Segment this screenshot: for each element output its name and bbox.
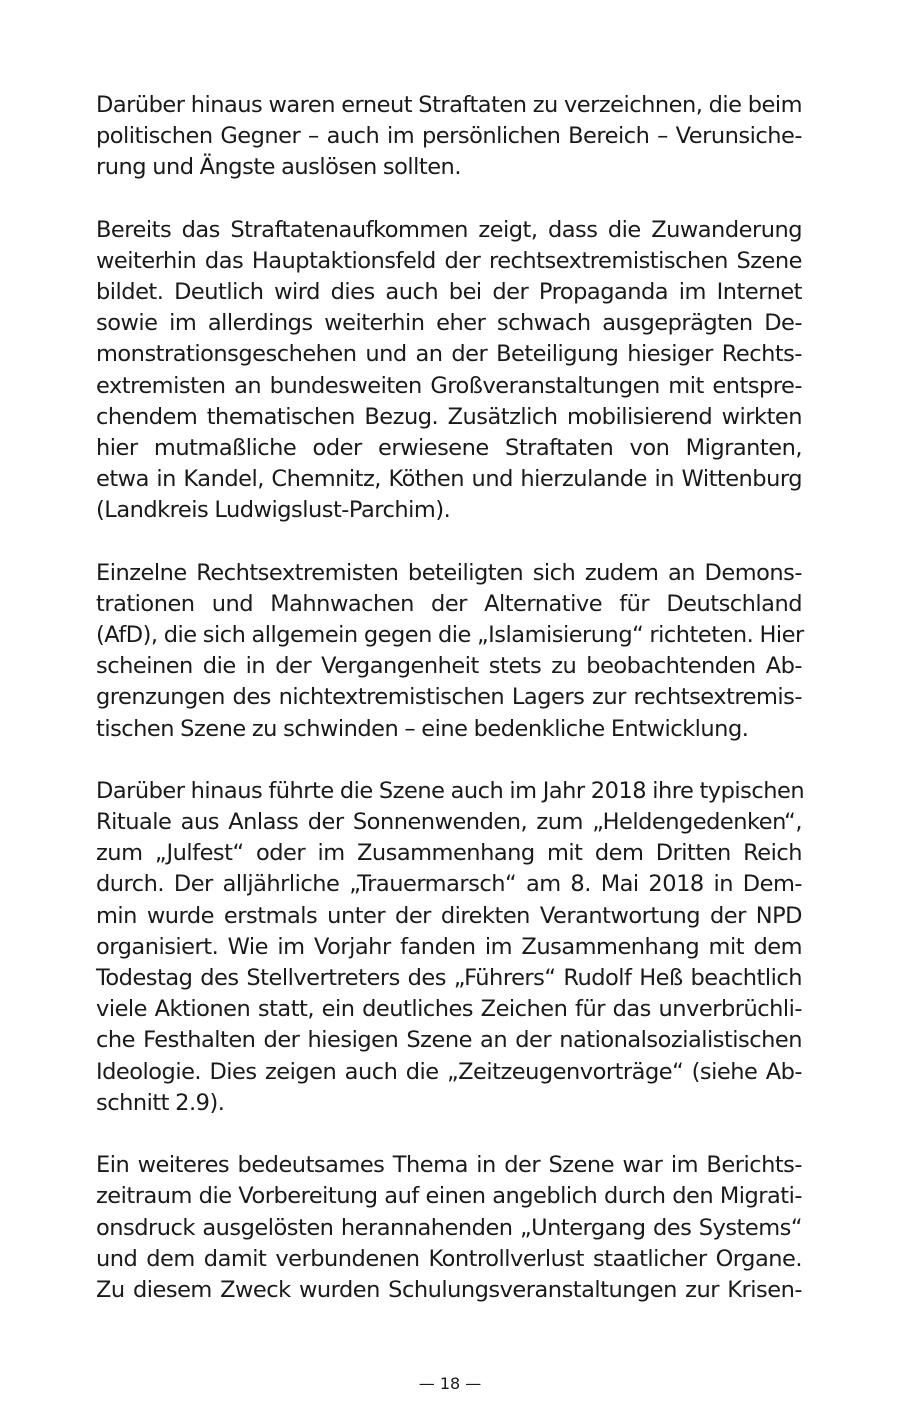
text-line: etwa in Kandel, Chemnitz, Köthen und hierzulande in Wittenburg <box>96 466 802 493</box>
text-line: zum „Julfest“ oder im Zusammenhang mit dem Dritten Reich <box>96 840 802 867</box>
paragraph-5 <box>96 1150 802 1306</box>
text-line: Zu diesem Zweck wurden Schulungsveranstaltungen zur Krisen- <box>96 1276 802 1303</box>
text-line: grenzungen des nichtextremistischen Lagers zur rechtsextremis- <box>96 684 802 711</box>
text-line: zeitraum die Vorbereitung auf einen angeblich durch den Migrati- <box>96 1183 802 1210</box>
text-line: sowie im allerdings weiterhin eher schwach ausgeprägten De- <box>96 310 802 337</box>
paragraph-4 <box>96 776 805 1119</box>
text-line: organisiert. Wie im Vorjahr fanden im Zusammenhang mit dem <box>96 933 802 960</box>
text-line: Rituale aus Anlass der Sonnenwenden, zum „Heldengedenken“, <box>96 809 802 836</box>
text-line: Darüber hinaus führte die Szene auch im Jahr 2018 ihre typischen <box>96 777 805 804</box>
text-line: schnitt 2.9). <box>96 1089 225 1116</box>
paragraph-2 <box>96 215 802 527</box>
text-line: min wurde erstmals unter der direkten Verantwortung der NPD <box>96 902 802 929</box>
text-line: Darüber hinaus waren erneut Straftaten zu verzeichnen, die beim <box>96 92 802 118</box>
paragraph-1 <box>96 90 802 184</box>
page-number: — 18 — <box>418 1374 482 1393</box>
text-line: extremisten an bundesweiten Großveranstaltungen mit entspre- <box>96 372 802 399</box>
text-line: bildet. Deutlich wird dies auch bei der Propaganda im Internet <box>96 279 802 306</box>
text-line: (AfD), die sich allgemein gegen die „Islamisierung“ richteten. Hier <box>96 622 804 649</box>
text-line: Einzelne Rechtsextremisten beteiligten sich zudem an Demons- <box>96 559 802 586</box>
paragraph-3 <box>96 558 802 745</box>
text-line: viele Aktionen statt, ein deutliches Zeichen für das unverbrüchli- <box>96 996 802 1023</box>
text-line: politischen Gegner – auch im persönlichen Bereich – Verunsiche- <box>96 123 802 150</box>
text-line: (Landkreis Ludwigslust-Parchim). <box>96 497 451 524</box>
text-line: monstrationsgeschehen und an der Beteiligung hiesiger Rechts- <box>96 341 802 368</box>
text-line: Ein weiteres bedeutsames Thema in der Szene war im Berichts- <box>96 1152 802 1179</box>
text-line: Bereits das Straftatenaufkommen zeigt, dass die Zuwanderung <box>96 216 802 243</box>
text-line: trationen und Mahnwachen der Alternative für Deutschland <box>96 590 802 617</box>
document-body <box>96 90 805 1337</box>
text-line: durch. Der alljährliche „Trauermarsch“ am 8. Mai 2018 in Dem- <box>96 871 802 898</box>
text-line: chendem thematischen Bezug. Zusätzlich mobilisierend wirkten <box>96 403 802 430</box>
text-line: hier mutmaßliche oder erwiesene Straftaten von Migranten, <box>96 435 802 462</box>
text-line: rung und Ängste auslösen sollten. <box>96 154 461 181</box>
text-line: Todestag des Stellvertreters des „Führers“ Rudolf Heß beachtlich <box>96 965 802 992</box>
text-line: und dem damit verbundenen Kontrollverlust staatlicher Organe. <box>96 1245 802 1272</box>
text-line: onsdruck ausgelösten herannahenden „Untergang des Systems“ <box>96 1214 802 1241</box>
text-line: che Festhalten der hiesigen Szene an der nationalsozialistischen <box>96 1027 802 1054</box>
text-line: scheinen die in der Vergangenheit stets zu beobachtenden Ab- <box>96 653 802 680</box>
text-line: weiterhin das Hauptaktionsfeld der rechtsextremistischen Szene <box>96 247 802 274</box>
text-line: Ideologie. Dies zeigen auch die „Zeitzeugenvorträge“ (siehe Ab- <box>96 1058 802 1085</box>
text-line: tischen Szene zu schwinden – eine bedenkliche Entwicklung. <box>96 715 749 742</box>
